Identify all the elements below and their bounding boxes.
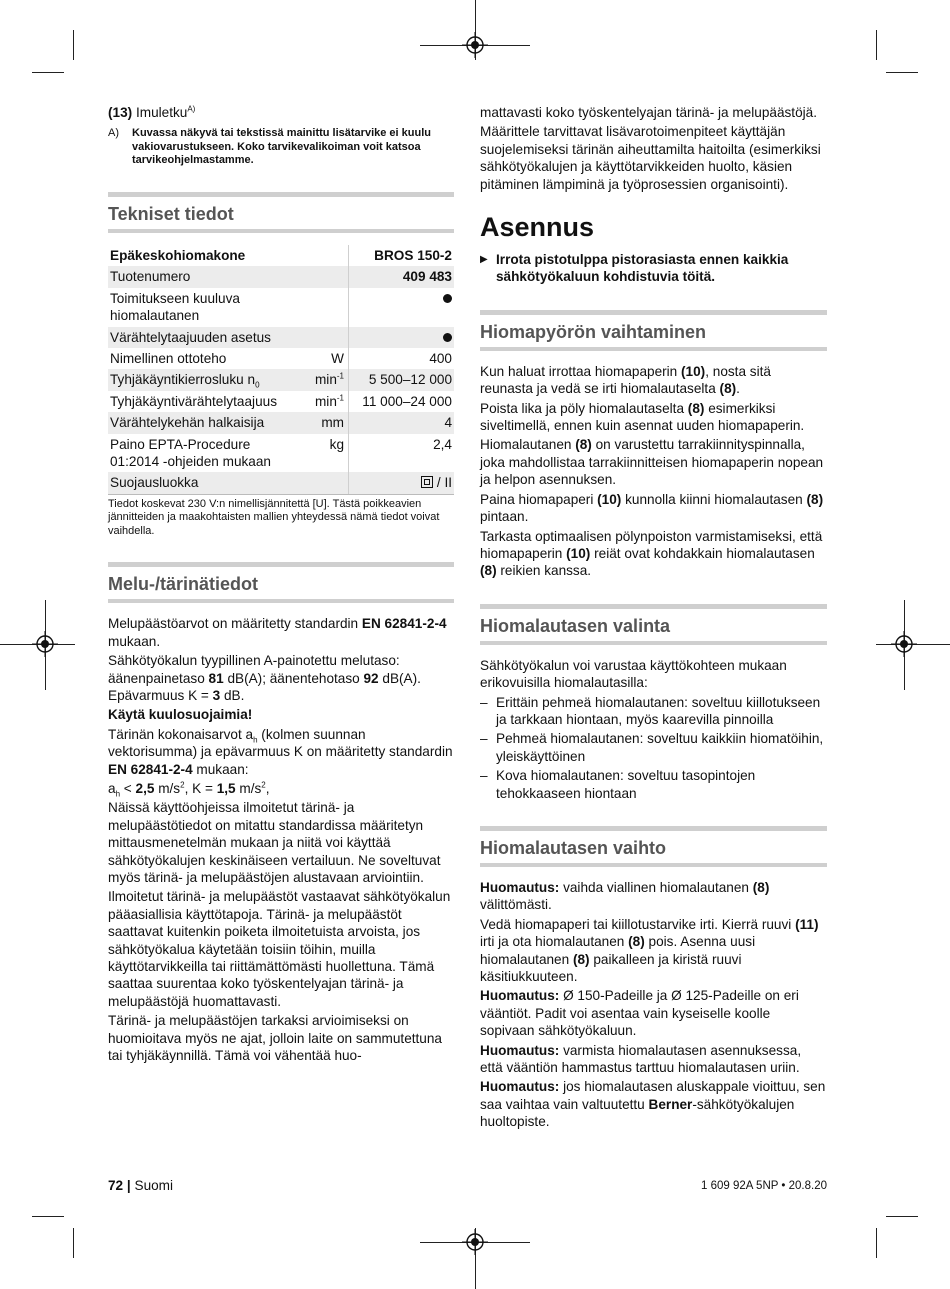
section-heading-disc-change [480,310,827,351]
crop-mark [32,1216,64,1217]
included-dot-icon [443,294,452,303]
paragraph: Tärinän kokonaisarvot $a_h$ (kolmen suunnan vektorisumma) ja epävarmuus K on määritetty standardin EN 62841-2-4 mukaan: [108,726,453,777]
pad-list [480,694,827,802]
note-paragraph: Huomautus: jos hiomalautasen aluskappale vioittuu, sen saa vaihtaa vain valtuutettu Berner-sähkötyökalujen huoltopiste. [480,1079,826,1130]
spec-table [108,245,454,495]
paragraph: Vedä hiomapaperi tai kiillotustarvike irti. Kierrä ruuvi (11) irti ja ota hiomalautanen (8) pois. Asenna uusi hiomalautanen (8) paikalleen ja kiristä ruuvi käsitiukkuuteen. [480,916,819,984]
registration-mark-icon [891,631,917,657]
registration-mark-icon [462,1229,488,1255]
paragraph: Tärinä- ja melupäästöjen tarkaksi arvioimiseksi on huomioitava myös ne ajat, jolloin laite on sammutettuna tai tyhjäkäynnillä. Tämä voi vähentää huo- [108,1013,442,1064]
section-title: Hiomalautasen valinta [480,615,671,636]
crop-mark [886,1216,918,1217]
section-title: Hiomalautasen vaihto [480,837,667,858]
warning-text: Irrota pistotulppa pistorasiasta ennen kaikkia sähkötyökaluun kohdistuvia töitä. [496,252,789,285]
item-label: Imuletku [135,105,188,120]
paragraph: Hiomalautanen (8) on varustettu tarrakiinnityspinnalla, joka mahdollistaa tarrakiinnitteisen hiomapaperin nopean ja helpon asennuksen. [480,437,824,488]
list-item: – Erittäin pehmeä hiomalautanen: soveltuu kiillotukseen ja tarkkaan hiontaan, myös kaarevilla pinnoilla [480,694,821,727]
table-row: Suojausluokka / II [108,472,454,494]
table-row: Tyhjäkäyntivärähtelytaajuus $\min^{-1}$ 11 000–24 000 [108,391,454,412]
document-code: 1 609 92A 5NP • 20.8.20 [701,1180,827,1192]
crop-mark [876,1228,877,1258]
table-row: Toimitukseen kuuluva hiomalautanen [108,288,454,327]
footer-language: Suomi [134,1178,174,1193]
paragraph: $a_h < 2,5$ $m/s^2$, K = 1,5 $m/s^2$, [108,780,270,799]
table-row: Värähtelytaajuuden asetus [108,327,454,348]
paragraph: Tarkasta optimaalisen pölynpoiston varmistamiseksi, että hiomapaperin (10) reiät ovat kohdakkain hiomalautasen (8) reikien kanssa. [480,528,823,579]
table-row: Värähtelykehän halkaisija mm 4 [108,412,454,433]
section-title: Hiomapyörön vaihtaminen [480,321,707,342]
note-paragraph: Huomautus: varmista hiomalautasen asennuksessa, että vääntiön hammastus tarttuu hiomalautasen uriin. [480,1042,802,1076]
item-number: (13) [108,105,133,120]
table-header-model: BROS 150-2 [349,245,455,266]
paragraph: Paina hiomapaperi (10) kunnolla kiinni hiomalautasen (8) pintaan. [480,491,824,525]
note-paragraph: Huomautus: Ø 150-Padeille ja Ø 125-Padeille on eri vääntiöt. Padit voi asentaa vain kyseiselle koolle sopivaan sähkötyökaluun. [480,988,799,1039]
paragraph: Ilmoitetut tärinä- ja melupäästöt vastaavat sähkötyökalun pääasiallisia käyttötapoja. Tärinä- ja melupäästöt saattavat kuitenkin poiketa ilmoitetuista arvoista, jos sähkötyökalua käytetään toisiin töihin, muilla käyttötarvikkeilla tai riittämättömästi huollettuna. Tämä saattaa suurentaa koko työskentelyajan tärinä- ja melupäästöjä huomattavasti. [108,889,451,1009]
paragraph: mattavasti koko työskentelyajan tärinä- ja melupäästöjä. [480,105,817,120]
registration-mark-icon [462,32,488,58]
footnote-text: Kuvassa näkyvä tai tekstissä mainittu lisätarvike ei kuulu vakiovarustukseen. Koko tarvikevalikoiman voit katsoa tarvikeohjelmastamme. [132,127,431,167]
arrow-right-icon: ▶ [480,254,488,266]
paragraph: Poista lika ja pöly hiomalautaselta (8) esimerkiksi siveltimellä, ennen kuin asennat uuden hiomapaperin. [480,400,805,434]
crop-mark [73,30,74,60]
page-footer-left [108,1177,173,1194]
section-title: Melu-/tärinätiedot [108,574,259,595]
page-number: 72 [108,1178,124,1193]
component-item [108,104,454,121]
footer-separator: | [126,1178,131,1193]
registration-mark-icon [32,631,58,657]
paragraph: Määrittele tarvittavat lisävarotoimenpiteet käyttäjän suojelemiseksi tärinän aiheuttamilta haitoilta (esimerkiksi sähkötyökalujen ja käyttötarvikkeiden huolto, käsien pitäminen lämpiminä ja työprosessien organisointi). [480,124,821,192]
right-column [480,104,827,1133]
paragraph: Kun haluat irrottaa hiomapaperin (10), nosta sitä reunasta ja vedä se irti hiomalautaselta (8). [480,363,771,397]
left-column [108,104,454,1066]
list-item: – Kova hiomalautanen: soveltuu tasopintojen tehokkaaseen hiontaan [480,768,756,801]
section-heading-tech [108,192,454,233]
chapter-title: Asennus [480,212,595,243]
crop-mark [876,30,877,60]
table-row: Paino EPTA-Procedure 01:2014 -ohjeiden mukaan kg 2,4 [108,434,454,473]
paragraph: Näissä käyttöohjeissa ilmoitetut tärinä- ja melupäästötiedot on mitattu standardissa määritetyn mittausmenetelmän mukaan ja niitä voi käyttää sähkötyökalujen keskinäiseen vertailuun. Ne soveltuvat myös tärinä- ja melupäästöjen alustavaan arviointiin. [108,800,441,885]
paragraph: Käytä kuulosuojaimia! [108,707,253,723]
item-footnote-ref: A) [187,104,196,114]
section-heading-noise [108,562,454,603]
crop-mark [32,72,64,73]
table-header-row [108,245,454,266]
section-title: Tekniset tiedot [108,203,234,224]
list-item: – Pehmeä hiomalautanen: soveltuu kaikkiin hiomatöihin, yleiskäyttöinen [480,731,824,764]
included-dot-icon [443,333,452,342]
paragraph: Sähkötyökalun tyypillinen A-painotettu melutaso: äänenpainetaso 81 dB(A); äänentehotaso 92 dB(A). Epävarmuus K = 3 dB. [108,653,421,703]
section-heading-pad-change [480,826,827,867]
crop-mark [73,1228,74,1258]
table-header-name: Epäkeskohiomakone [110,247,246,263]
paragraph: Sähkötyökalun voi varustaa käyttökohteen mukaan erikovuisilla hiomalautasilla: [480,657,787,691]
warning-item [480,251,827,286]
table-row: Tyhjäkäyntikierrosluku $n_0$ $\min^{-1}$ 5 500–12 000 [108,369,454,390]
paragraph: Melupäästöarvot on määritetty standardin EN 62841-2-4 mukaan. [108,616,447,649]
footnote [108,127,454,168]
table-row: Tuotenumero 409 483 [108,266,454,287]
table-note: Tiedot koskevat 230 V:n nimellisjännitettä [U]. Tästä poikkeavien jännitteiden ja maakohtaisten mallien yhteydessä nämä tiedot voivat vaihdella. [108,497,440,537]
note-paragraph: Huomautus: vaihda viallinen hiomalautanen (8) välittömästi. [480,879,770,913]
crop-mark [886,72,918,73]
footnote-marker: A) [108,127,119,140]
table-row: Nimellinen ottoteho W 400 [108,348,454,369]
protection-class-icon [421,476,433,488]
section-heading-pad-selection [480,604,827,645]
